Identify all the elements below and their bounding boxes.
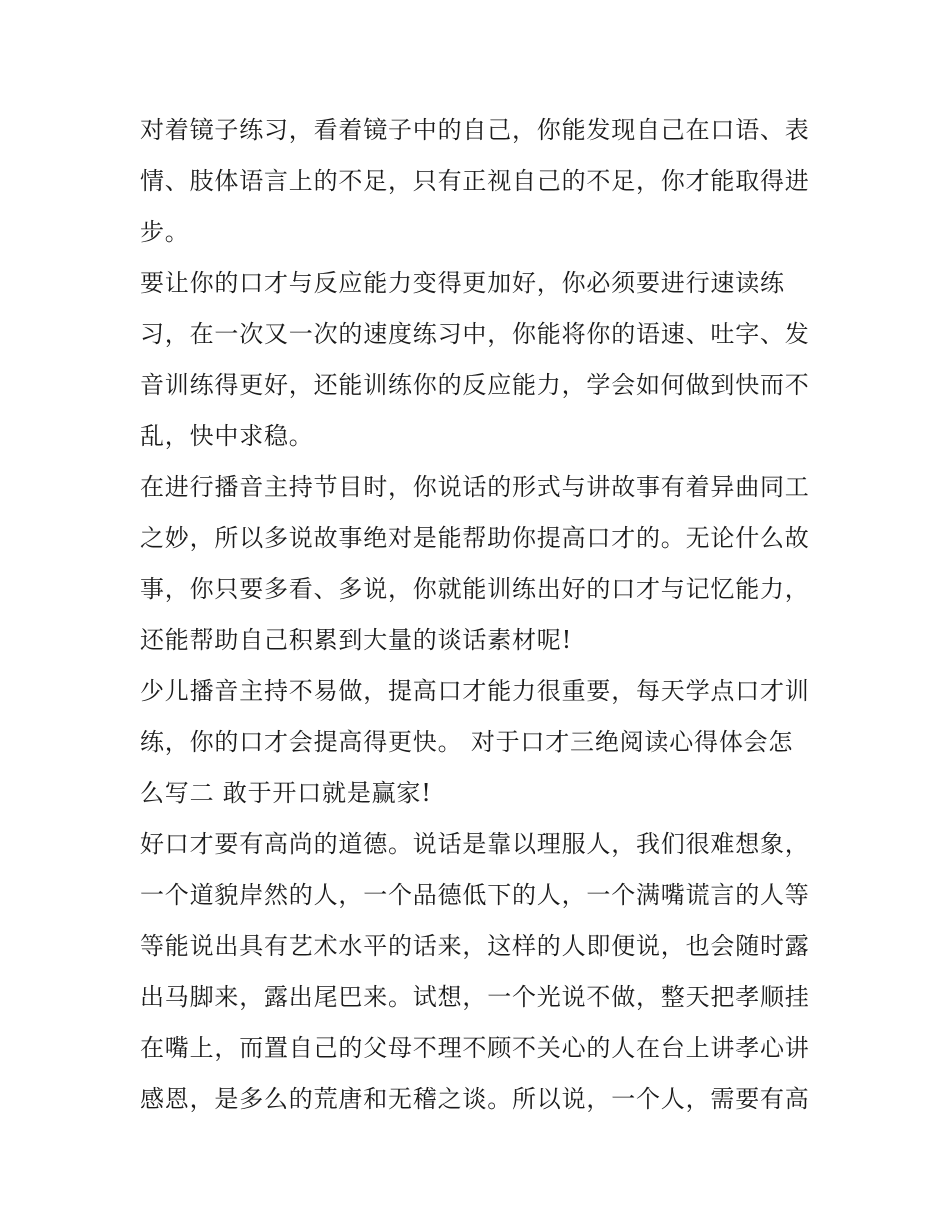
text-line: 练，你的口才会提高得更快。 对于口才三绝阅读心得体会怎 <box>140 728 794 756</box>
text-line: 么写二 敢于开口就是赢家! <box>140 779 432 807</box>
document-body <box>140 105 812 1125</box>
text-line: 之妙，所以多说故事绝对是能帮助你提高口才的。无论什么故 <box>140 524 810 552</box>
text-line: 事，你只要多看、多说，你就能训练出好的口才与记忆能力， <box>140 575 810 603</box>
text-line: 在进行播音主持节目时，你说话的形式与讲故事有着异曲同工 <box>140 473 810 501</box>
text-line: 乱，快中求稳。 <box>140 422 314 450</box>
text-line: 要让你的口才与反应能力变得更加好，你必须要进行速读练 <box>140 269 785 297</box>
text-line: 情、肢体语言上的不足，只有正视自己的不足，你才能取得进 <box>140 167 810 195</box>
text-line: 还能帮助自己积累到大量的谈话素材呢! <box>140 626 573 654</box>
text-line: 少儿播音主持不易做，提高口才能力很重要，每天学点口才训 <box>140 677 810 705</box>
text-line: 出马脚来，露出尾巴来。试想，一个光说不做，整天把孝顺挂 <box>140 983 810 1011</box>
text-line: 好口才要有高尚的道德。说话是靠以理服人，我们很难想象， <box>140 830 810 858</box>
text-line: 步。 <box>140 218 190 246</box>
text-line: 在嘴上，而置自己的父母不理不顾不关心的人在台上讲孝心讲 <box>140 1034 810 1062</box>
text-line: 感恩，是多么的荒唐和无稽之谈。所以说，一个人，需要有高 <box>140 1085 810 1113</box>
text-line: 习，在一次又一次的速度练习中，你能将你的语速、吐字、发 <box>140 320 810 348</box>
text-line: 对着镜子练习，看着镜子中的自己，你能发现自己在口语、表 <box>140 116 810 144</box>
text-line: 一个道貌岸然的人，一个品德低下的人，一个满嘴谎言的人等 <box>140 881 810 909</box>
text-line: 等能说出具有艺术水平的话来，这样的人即便说，也会随时露 <box>140 932 810 960</box>
text-line: 音训练得更好，还能训练你的反应能力，学会如何做到快而不 <box>140 371 810 399</box>
